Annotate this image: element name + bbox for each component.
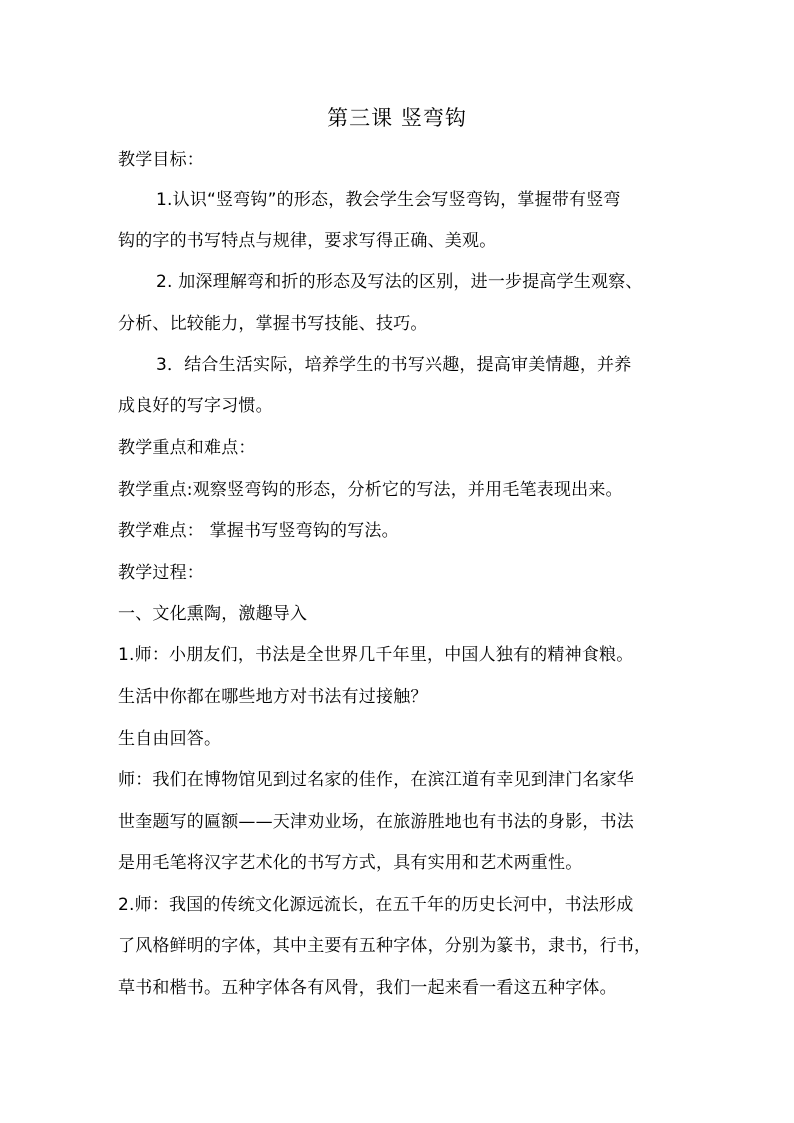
page-title: 第三课 竖弯钩 (327, 106, 467, 130)
paragraph-line: 教学重点:观察竖弯钩的形态，分析它的写法，并用毛笔表现出来。 (118, 480, 623, 500)
paragraph-line: 成良好的写字习惯。 (118, 396, 273, 416)
paragraph-line: 1.师：小朋友们，书法是全世界几千年里，中国人独有的精神食粮。 (118, 645, 634, 665)
paragraph-line: 教学难点： 掌握书写竖弯钩的写法。 (118, 521, 399, 541)
paragraph-line: 师：我们在博物馆见到过名家的佳作，在滨江道有幸见到津门名家华 (118, 770, 634, 790)
section-heading-process: 教学过程： (118, 563, 204, 583)
paragraph-line: 2.师：我国的传统文化源远流长，在五千年的历史长河中，书法形成 (118, 895, 634, 915)
paragraph-line: 钩的字的书写特点与规律，要求写得正确、美观。 (118, 231, 497, 251)
paragraph-line: 世奎题写的匾额——天津劝业场，在旅游胜地也有书法的身影，书法 (118, 812, 634, 832)
paragraph-line: 1.认识“竖弯钩”的形态，教会学生会写竖弯钩，掌握带有竖弯 (156, 190, 621, 210)
paragraph-line: 3．结合生活实际，培养学生的书写兴趣，提高审美情趣，并养 (156, 355, 632, 375)
paragraph-line: 是用毛笔将汉字艺术化的书写方式，具有实用和艺术两重性。 (118, 853, 583, 873)
paragraph-line: 了风格鲜明的字体，其中主要有五种字体，分别为篆书，隶书，行书， (118, 936, 652, 956)
paragraph-line: 草书和楷书。五种字体各有风骨，我们一起来看一看这五种字体。 (118, 978, 617, 998)
subsection-heading: 一、文化熏陶，激趣导入 (118, 604, 308, 624)
paragraph-line: 生自由回答。 (118, 729, 222, 749)
section-heading-key-points: 教学重点和难点： (118, 438, 256, 458)
section-heading-objectives: 教学目标： (118, 150, 204, 170)
paragraph-line: 分析、比较能力，掌握书写技能、技巧。 (118, 314, 428, 334)
paragraph-line: 2. 加深理解弯和折的形态及写法的区别，进一步提高学生观察、 (156, 272, 643, 292)
paragraph-line: 生活中你都在哪些地方对书法有过接触？ (118, 687, 428, 707)
